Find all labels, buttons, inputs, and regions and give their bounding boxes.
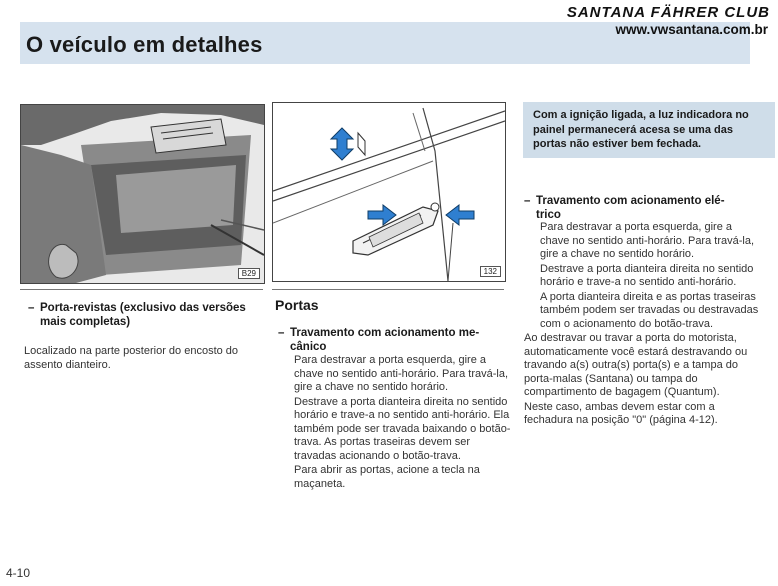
electric-lock-text — [524, 221, 762, 429]
figure-magazine-pocket — [20, 104, 265, 284]
title-line-2: mais completas) — [40, 316, 131, 328]
paragraph: Destrave a porta dianteira direita no sentido horário e trave-a no sentido anti-horário. Ela também pode ser travada baixando o botão-trava. As portas traseiras devem ser travadas acionando o botão-trava. — [294, 395, 511, 462]
paragraph: Para abrir as portas, acione a tecla na maçaneta. — [294, 464, 480, 490]
magazine-pocket-illustration — [21, 105, 264, 283]
dash-marker: – — [524, 195, 531, 207]
electric-lock-title — [524, 194, 764, 222]
dash-marker: – — [28, 302, 35, 314]
mechanical-lock-text — [294, 354, 512, 492]
paragraph: A porta dianteira direita e as portas traseiras também podem ser travadas ou destravadas com o acionamento do botão-trava. — [540, 290, 759, 330]
up-down-arrow-icon — [329, 127, 355, 161]
ignition-note-box: Com a ignição ligada, a luz indicadora no painel permanecerá acesa se uma das portas não estiver bem fechada. — [523, 102, 775, 158]
dash-marker: – — [278, 327, 285, 339]
title-line-1: Porta-revistas (exclusivo das versões — [40, 302, 246, 314]
title-line-1: Travamento com acionamento me- — [290, 327, 480, 339]
page-title: O veículo em detalhes — [26, 32, 263, 57]
title-line-1: Travamento com acionamento elé- — [536, 195, 725, 207]
figure-number: 132 — [480, 266, 501, 277]
divider-col2 — [272, 289, 504, 290]
club-name: SANTANA FÄHRER CLUB — [566, 4, 770, 21]
magazine-pocket-title — [28, 301, 268, 329]
left-arrow-icon — [445, 203, 475, 227]
paragraph: Para destravar a porta esquerda, gire a chave no sentido anti-horário. Para travá-la, gire a chave no sentido horário. — [540, 221, 755, 260]
paragraph: Neste caso, ambas devem estar com a fechadura na posição "0" (página 4-12). — [524, 400, 718, 426]
section-heading-portas: Portas — [275, 297, 319, 313]
title-line-2: cânico — [290, 341, 327, 353]
club-url[interactable]: www.vwsantana.com.br — [615, 22, 768, 37]
door-handle-illustration — [273, 103, 505, 281]
paragraph: Ao destravar ou travar a porta do motorista, automaticamente você estará destravando ou travando a(s) outra(s) porta(s) e a tampa do porta-malas (Santana) ou tampa do compartimento de bagagem (Quantum). — [524, 332, 748, 398]
magazine-pocket-text: Localizado na parte posterior do encosto do assento dianteiro. — [24, 345, 239, 371]
figure-door-handle — [272, 102, 506, 282]
title-line-2: trico — [536, 209, 561, 221]
mechanical-lock-title — [278, 326, 510, 354]
right-arrow-icon — [367, 203, 397, 227]
page-number: 4-10 — [6, 566, 31, 580]
paragraph: Para destravar a porta esquerda, gire a chave no sentido anti-horário. Para travá-la, gire a chave no sentido horário. — [294, 354, 509, 393]
figure-number: B29 — [238, 268, 260, 279]
divider-col1 — [20, 289, 263, 290]
paragraph: Destrave a porta dianteira direita no sentido horário e trave-a no sentido anti-horário. — [540, 262, 754, 288]
